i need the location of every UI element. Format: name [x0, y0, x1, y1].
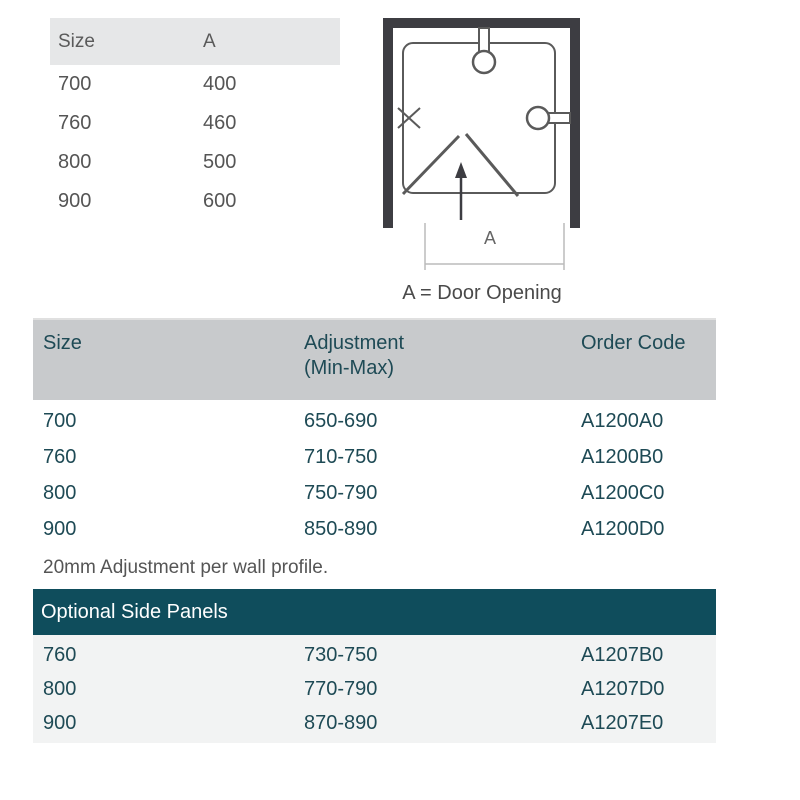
table-row	[33, 637, 716, 671]
adjustment-note-text: 20mm Adjustment per wall profile.	[43, 557, 329, 578]
cell-size: 800	[58, 151, 92, 173]
table-row	[50, 143, 340, 182]
cell-order-code: A1207D0	[581, 678, 665, 700]
cell-adjustment: 750-790	[304, 482, 378, 504]
header-adjustment	[304, 331, 404, 381]
cell-size: 800	[43, 678, 77, 700]
table-row	[50, 65, 340, 104]
header-a: A	[203, 30, 216, 52]
arrow-head-icon	[455, 162, 467, 178]
header-order-code: Order Code	[581, 332, 686, 354]
cell-size: 900	[58, 190, 92, 212]
cell-a: 600	[203, 190, 237, 212]
cell-a: 400	[203, 73, 237, 95]
header-size: Size	[58, 30, 95, 52]
cell-size: 900	[43, 518, 77, 540]
cell-order-code: A1200D0	[581, 518, 665, 540]
left-wall	[383, 18, 393, 228]
cell-adjustment: 870-890	[304, 712, 378, 734]
table-row	[33, 475, 716, 511]
right-wall	[570, 18, 580, 228]
cell-size: 760	[43, 644, 77, 666]
top-waste-icon	[473, 51, 495, 73]
door-leaf-right	[466, 134, 518, 196]
cell-size: 760	[58, 112, 92, 134]
table-row	[33, 705, 716, 739]
side-panels-title: Optional Side Panels	[41, 601, 228, 623]
table-row	[50, 104, 340, 143]
door-opening-table-header	[50, 18, 340, 65]
table-row	[33, 403, 716, 439]
cell-adjustment: 770-790	[304, 678, 378, 700]
dimension-label: A	[483, 228, 496, 248]
side-panels-header	[33, 589, 716, 635]
header-adjustment-label: Adjustment	[304, 332, 405, 354]
cell-size: 760	[43, 446, 77, 468]
cell-size: 700	[43, 410, 77, 432]
product-table	[33, 318, 716, 743]
table-row	[33, 671, 716, 705]
cell-size: 900	[43, 712, 77, 734]
product-rows	[33, 400, 716, 547]
cell-size: 800	[43, 482, 77, 504]
cell-order-code: A1200C0	[581, 482, 665, 504]
side-waste-icon	[527, 107, 549, 129]
cell-order-code: A1200B0	[581, 446, 664, 468]
enclosure-plan-diagram	[370, 10, 600, 310]
cell-adjustment: 850-890	[304, 518, 378, 540]
cell-a: 460	[203, 112, 237, 134]
cell-size: 700	[58, 73, 92, 95]
door-opening-table	[50, 18, 340, 221]
cell-order-code: A1207B0	[581, 644, 664, 666]
header-size: Size	[43, 332, 82, 354]
cell-a: 500	[203, 151, 237, 173]
diagram-caption: A = Door Opening	[402, 282, 562, 304]
header-adjustment-sub: (Min-Max)	[304, 357, 394, 379]
product-table-header	[33, 318, 716, 400]
enclosure-plan-svg	[370, 10, 600, 310]
table-row	[33, 511, 716, 547]
cell-adjustment: 650-690	[304, 410, 378, 432]
table-row	[50, 182, 340, 221]
table-row	[33, 439, 716, 475]
adjustment-note	[33, 547, 716, 589]
cell-adjustment: 710-750	[304, 446, 378, 468]
cell-order-code: A1200A0	[581, 410, 664, 432]
door-leaf-left	[403, 136, 459, 194]
back-wall	[383, 18, 580, 28]
side-panel-rows	[33, 635, 716, 743]
cell-adjustment: 730-750	[304, 644, 378, 666]
cell-order-code: A1207E0	[581, 712, 664, 734]
